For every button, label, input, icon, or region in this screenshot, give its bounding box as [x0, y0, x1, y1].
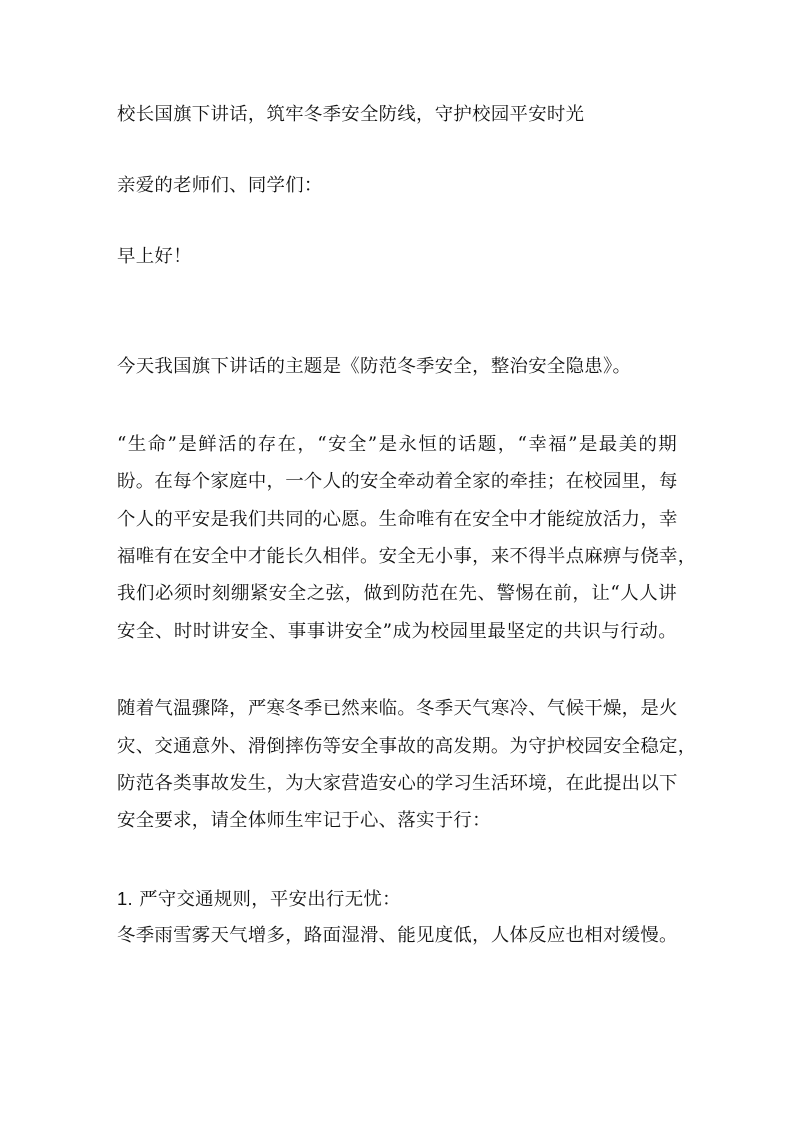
paragraph-line: “生命”是鲜活的存在，“安全”是永恒的话题，“幸福”是最美的期: [117, 434, 677, 455]
list-item-number: 1.: [117, 888, 133, 909]
paragraph-line: 冬季雨雪雾天气增多，路面湿滑、能见度低，人体反应也相对缓慢。: [117, 925, 678, 946]
paragraph-line: 个人的平安是我们共同的心愿。生命唯有在安全中才能绽放活力，幸: [117, 509, 678, 530]
paragraph-line: 随着气温骤降，严寒冬季已然来临。冬季天气寒冷、气候干燥，是火: [117, 698, 678, 719]
speech-topic: 今天我国旗下讲话的主题是《防范冬季安全，整治安全隐患》。: [117, 356, 632, 377]
paragraph-line: 安全要求，请全体师生牢记于心、落实于行：: [117, 810, 491, 831]
paragraph-line: 灾、交通意外、滑倒摔伤等安全事故的高发期。为守护校园安全稳定，: [117, 736, 697, 757]
document-title: 校长国旗下讲话，筑牢冬季安全防线，守护校园平安时光: [117, 104, 585, 125]
paragraph-line: 我们必须时刻绷紧安全之弦，做到防范在先、警惕在前，让“人人讲: [117, 583, 677, 604]
list-item-heading-text: 严守交通规则，平安出行无忧：: [139, 889, 401, 910]
paragraph-line: 防范各类事故发生，为大家营造安心的学习生活环境，在此提出以下: [117, 773, 678, 794]
salutation: 亲爱的老师们、同学们：: [117, 175, 323, 196]
greeting: 早上好！: [117, 246, 192, 267]
paragraph-line: 盼。在每个家庭中，一个人的安全牵动着全家的牵挂；在校园里，每: [117, 471, 678, 492]
paragraph-line: 福唯有在安全中才能长久相伴。安全无小事，来不得半点麻痹与侥幸，: [117, 546, 697, 567]
list-item-heading: [117, 888, 677, 911]
paragraph-line: 安全、时时讲安全、事事讲安全”成为校园里最坚定的共识与行动。: [117, 621, 677, 642]
